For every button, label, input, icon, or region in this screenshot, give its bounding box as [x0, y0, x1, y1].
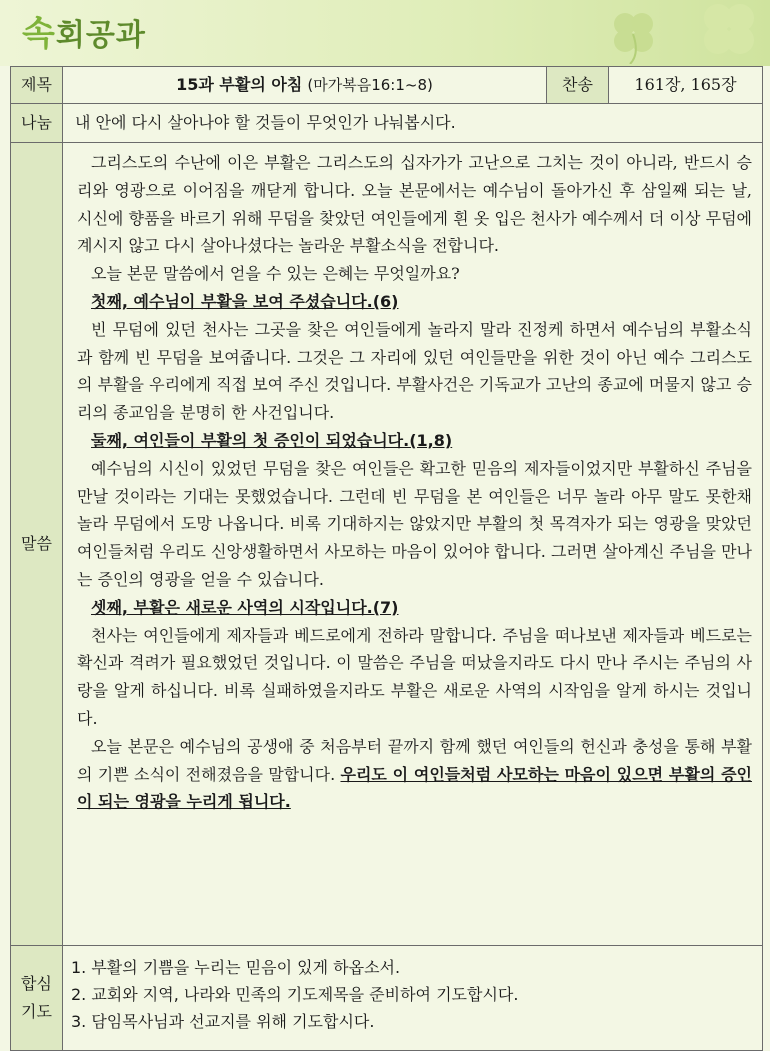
clover-icon [600, 4, 670, 64]
prayer-row [11, 946, 763, 1051]
lesson-sheet [10, 66, 763, 1051]
title-label: 제목 [11, 67, 63, 104]
prayer-label-line1: 합심 [21, 974, 52, 993]
prayer-label [11, 946, 63, 1051]
closing-text: 오늘 본문은 예수님의 공생애 중 처음부터 끝까지 함께 했던 여인들의 헌신과 충성을 통해 부활의 기쁜 소식이 전해졌음을 말합니다. [77, 736, 752, 784]
section-title-first: 속 [22, 14, 56, 54]
point2-body: 예수님의 시신이 있었던 무덤을 찾은 여인들은 확고한 믿음의 제자들이었지만 부활하신 주님을 만날 것이라는 기대는 못했었습니다. 그런데 빈 무덤을 본 여인들은 너무 놀라 아무 말도 못한채 놀라 무덤에서 도망 나옵니다. 비록 기대하지는 않았지만 부활의 첫 목격자가 되는 영광을 맞았던 여인들처럼 우리도 신앙생활하면서 사모하는 마음이 있어야 합니다. 그러면 살아계신 주님을 만나는 증인의 영광을 얻을 수 있습니다. [77, 458, 752, 589]
section-title [22, 6, 146, 55]
point1-body: 빈 무덤에 있던 천사는 그곳을 찾은 여인들에게 놀라지 말라 진정케 하면서 예수님의 부활소식과 함께 빈 무덤을 보여줍니다. 그것은 그 자리에 있던 여인들만을 위한 것이 아닌 예수 그리스도의 부활을 우리에게 직접 보여 주신 것입니다. 부활사건은 기독교가 고난의 종교에 머물지 않고 승리의 종교임을 분명히 한 사건입니다. [77, 319, 752, 423]
share-text: 내 안에 다시 살아나야 할 것들이 무엇인가 나눠봅시다. [63, 104, 763, 143]
header-banner [0, 0, 770, 66]
lesson-title [63, 67, 547, 104]
point2-heading: 둘째, 여인들이 부활의 첫 증인이 되었습니다.(1,8) [91, 430, 453, 450]
hymn-label: 찬송 [547, 67, 609, 104]
hymn-numbers: 161장, 165장 [609, 67, 763, 104]
prayer-item: 1. 부활의 기쁨을 누리는 믿음이 있게 하옵소서. [71, 958, 401, 977]
question-paragraph: 오늘 본문 말씀에서 얻을 수 있는 은혜는 무엇일까요? [91, 264, 460, 284]
closing-paragraph [77, 733, 752, 816]
lesson-reference: (마가복음16:1~8) [307, 76, 433, 94]
prayer-list [63, 946, 763, 1051]
word-row [11, 143, 763, 946]
section-title-rest: 회공과 [55, 18, 146, 53]
prayer-label-line2: 기도 [21, 1002, 52, 1021]
share-row [11, 104, 763, 143]
point3-body: 천사는 여인들에게 제자들과 베드로에게 전하라 말합니다. 주님을 떠나보낸 제자들과 베드로는 확신과 격려가 필요했었던 것입니다. 이 말씀은 주님을 떠났을지라도 다시 만나 주시는 주님의 사랑을 알게 하십니다. 비록 실패하였을지라도 부활은 새로운 사역의 시작임을 알게 하시는 것입니다. [77, 625, 752, 728]
prayer-item: 2. 교회와 지역, 나라와 민족의 기도제목을 준비하여 기도합시다. [71, 985, 519, 1004]
lesson-title-main: 15과 부활의 아침 [176, 75, 303, 94]
closing-emphasis: 우리도 이 여인들처럼 사모하는 마음이 있으면 부활의 증인이 되는 영광을 누리게 됩니다. [77, 764, 752, 812]
clover-icon [690, 0, 770, 66]
point3-heading: 셋째, 부활은 새로운 사역의 시작입니다.(7) [91, 597, 399, 617]
intro-paragraph: 그리스도의 수난에 이은 부활은 그리스도의 십자가가 고난으로 그치는 것이 아니라, 반드시 승리와 영광으로 이어짐을 깨닫게 합니다. 오늘 본문에서는 예수님이 돌아가신 후 삼일째 되는 날, 시신에 향품을 바르기 위해 무덤을 찾았던 여인들에게 흰 옷 입은 천사가 예수께서 더 이상 무덤에 계시지 않고 다시 살아나셨다는 놀라운 부활소식을 전합니다. [77, 153, 752, 256]
title-row [11, 67, 763, 104]
point1-heading: 첫째, 예수님이 부활을 보여 주셨습니다.(6) [91, 291, 399, 311]
word-label: 말씀 [11, 143, 63, 946]
prayer-item: 3. 담임목사님과 선교지를 위해 기도합시다. [71, 1012, 375, 1031]
word-body [63, 143, 763, 946]
share-label: 나눔 [11, 104, 63, 143]
